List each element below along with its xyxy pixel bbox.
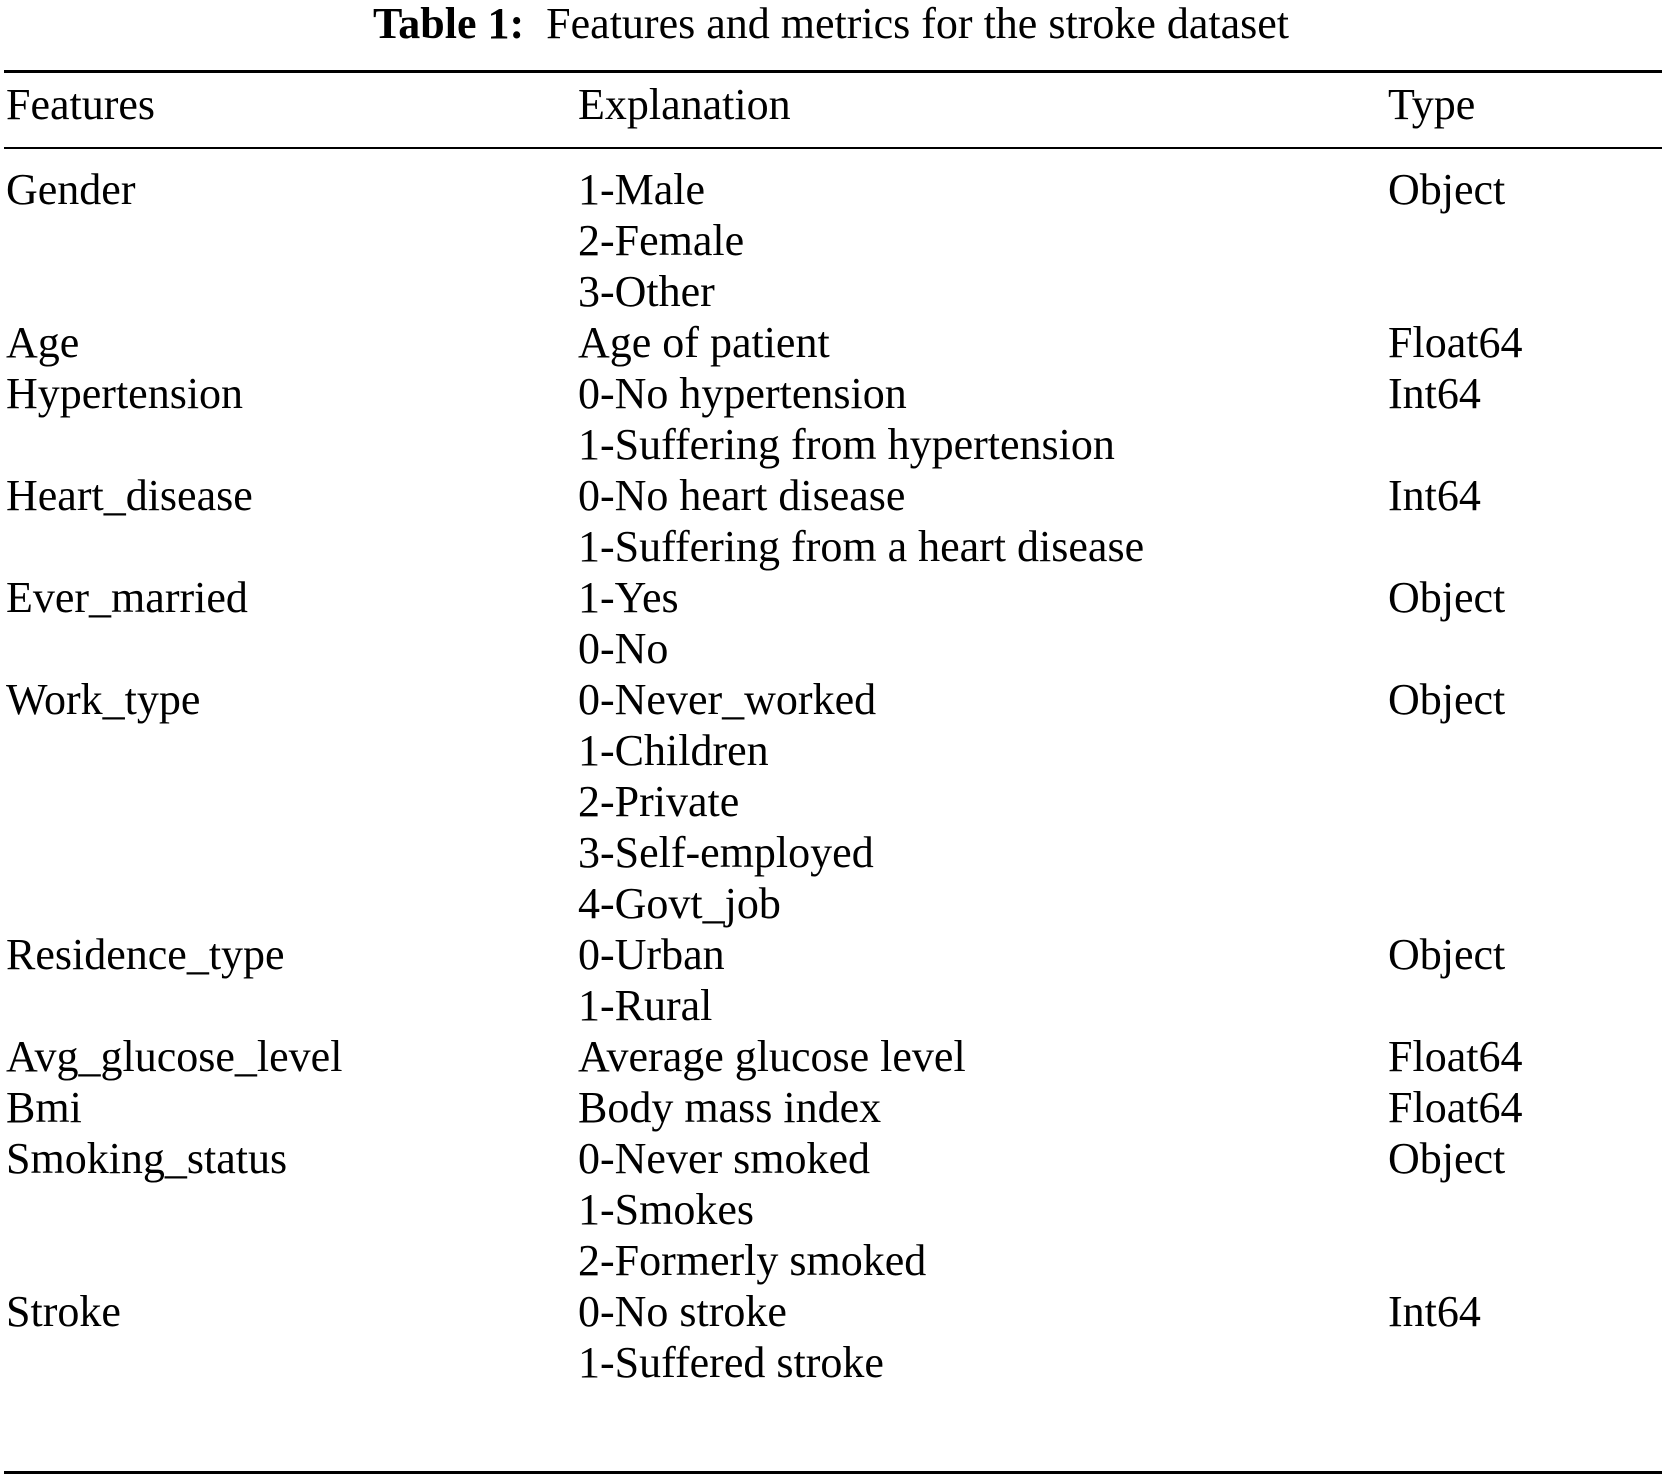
explanation-line: 1-Rural — [578, 981, 713, 1030]
explanation-line: 1-Suffering from a heart disease — [578, 522, 1145, 571]
type-cell: Float64 — [1388, 318, 1523, 367]
feature-cell: Hypertension — [6, 369, 244, 418]
explanation-cell — [578, 1286, 884, 1388]
feature-cell: Gender — [6, 165, 136, 214]
explanation-cell — [578, 164, 744, 317]
explanation-cell — [578, 317, 830, 368]
type-cell: Object — [1388, 930, 1506, 979]
table-row — [0, 572, 1662, 674]
header-rule — [4, 147, 1662, 149]
type-cell: Object — [1388, 165, 1506, 214]
feature-cell: Stroke — [6, 1287, 121, 1336]
table-row — [0, 674, 1662, 929]
header-explanation: Explanation — [578, 80, 791, 129]
table-caption-label: Table 1: — [372, 0, 525, 48]
table-row — [0, 470, 1662, 572]
table-body — [0, 164, 1662, 1388]
table-row — [0, 1286, 1662, 1388]
type-cell: Object — [1388, 1134, 1506, 1183]
explanation-line: 0-Never_worked — [578, 675, 877, 724]
bottom-rule — [4, 1471, 1662, 1474]
explanation-line: 1-Yes — [578, 573, 679, 622]
explanation-cell — [578, 929, 725, 1031]
type-cell: Float64 — [1388, 1032, 1523, 1081]
type-cell: Float64 — [1388, 1083, 1523, 1132]
explanation-line: 1-Children — [578, 726, 769, 775]
feature-cell: Work_type — [6, 675, 201, 724]
table-row — [0, 929, 1662, 1031]
type-cell: Int64 — [1388, 369, 1481, 418]
table-caption — [0, 0, 1662, 48]
feature-cell: Residence_type — [6, 930, 285, 979]
explanation-line: Body mass index — [578, 1083, 882, 1132]
explanation-line: 0-No heart disease — [578, 471, 906, 520]
explanation-line: 3-Other — [578, 267, 715, 316]
top-rule — [4, 70, 1662, 73]
explanation-cell — [578, 674, 876, 929]
table-row — [0, 317, 1662, 368]
explanation-cell — [578, 470, 1144, 572]
explanation-cell — [578, 1031, 966, 1082]
header-type: Type — [1388, 80, 1476, 129]
feature-cell: Heart_disease — [6, 471, 253, 520]
type-cell: Int64 — [1388, 471, 1481, 520]
table-header-row — [0, 78, 1662, 132]
header-features: Features — [6, 80, 156, 129]
feature-cell: Bmi — [6, 1083, 82, 1132]
explanation-line: 0-No hypertension — [578, 369, 907, 418]
table-row — [0, 164, 1662, 317]
table-row — [0, 1133, 1662, 1286]
explanation-line: Average glucose level — [578, 1032, 966, 1081]
explanation-line: 0-Urban — [578, 930, 725, 979]
type-cell: Object — [1388, 573, 1506, 622]
explanation-line: 1-Suffered stroke — [578, 1338, 884, 1387]
explanation-cell — [578, 368, 1115, 470]
explanation-line: 0-Never smoked — [578, 1134, 871, 1183]
explanation-line: 2-Private — [578, 777, 740, 826]
type-cell: Int64 — [1388, 1287, 1481, 1336]
explanation-line: 2-Female — [578, 216, 745, 265]
explanation-line: 3-Self-employed — [578, 828, 874, 877]
feature-cell: Smoking_status — [6, 1134, 288, 1183]
explanation-cell — [578, 1082, 881, 1133]
explanation-line: 1-Suffering from hypertension — [578, 420, 1115, 469]
feature-cell: Avg_glucose_level — [6, 1032, 343, 1081]
explanation-line: 1-Smokes — [578, 1185, 754, 1234]
explanation-cell — [578, 1133, 926, 1286]
type-cell: Object — [1388, 675, 1506, 724]
feature-cell: Ever_married — [6, 573, 248, 622]
explanation-line: 4-Govt_job — [578, 879, 781, 928]
explanation-line: 1-Male — [578, 165, 706, 214]
explanation-line: 0-No — [578, 624, 669, 673]
table-row — [0, 1082, 1662, 1133]
table-caption-text: Features and metrics for the stroke dataset — [546, 0, 1290, 48]
explanation-line: 0-No stroke — [578, 1287, 787, 1336]
table-row — [0, 1031, 1662, 1082]
table-row — [0, 368, 1662, 470]
explanation-cell — [578, 572, 679, 674]
feature-cell: Age — [6, 318, 80, 367]
explanation-line: Age of patient — [578, 318, 830, 367]
explanation-line: 2-Formerly smoked — [578, 1236, 927, 1285]
